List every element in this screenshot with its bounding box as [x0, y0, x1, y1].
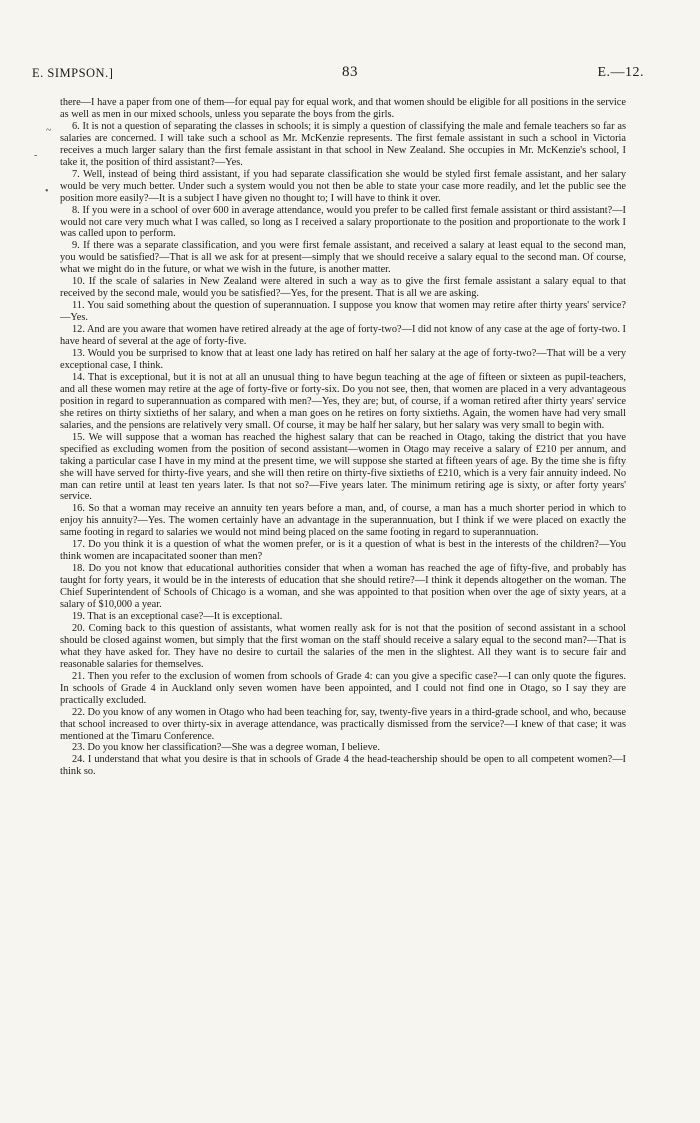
paragraph: 14. That is exceptional, but it is not at all an unusual thing to have begun teaching at the age of fifteen or sixteen as pupil-teachers, and all these women may retire at the age of forty-five or forty-six. Do you not see, then, that women are placed in a very advantageous position in regard to superannuation as compared with men?—Yes, they are; but, of course, if a woman retired after thirty years' service she retires on thirty sixtieths of her salary, and when a man goes on he retires on forty sixtieths. Again, the women have had very small salaries, and the pensions are relatively very small. Of course, it may be half her salary, but her salary was very small to begin with.: [60, 371, 626, 431]
paragraph: 13. Would you be surprised to know that at least one lady has retired on half her salary at the age of forty-two?—That will be a very exceptional case, I think.: [60, 348, 626, 371]
margin-mark: •: [45, 186, 49, 197]
paragraph: 11. You said something about the question of superannuation. I suppose you know that women may retire after thirty years' service?—Yes.: [60, 300, 626, 324]
body-text: [60, 97, 626, 778]
paragraph: 19. That is an exceptional case?—It is exceptional.: [72, 610, 283, 622]
paragraph: 21. Then you refer to the exclusion of women from schools of Grade 4: can you give a specific case?—I can only quote the figures. In schools of Grade 4 in Auckland only seven women have been appointed, and I could not find one in Otago, so I say they are practically excluded.: [60, 670, 626, 706]
paragraph: 7. Well, instead of being third assistant, if you had separate classification she would be styled first female assistant, and her salary would be very much better. Under such a system would you not then be able to state your case more readily, and let the public see the position more easily?—It is a subject I have given no thought to; I will have to think it over.: [60, 168, 626, 204]
witness-name: E. SIMPSON.]: [32, 66, 114, 80]
paragraph: there—I have a paper from one of them—for equal pay for equal work, and that women should be eligible for all positions in the service as well as men in our mixed schools, unless you separate the boys from the girls.: [60, 97, 626, 120]
paragraph: 22. Do you know of any women in Otago who had been teaching for, say, twenty-five years in a third-grade school, and who, because that school increased to over thirty-six in average attendance, was practically dismissed from the service?—I knew of that case; it was mentioned at the Timaru Conference.: [60, 706, 626, 742]
paragraph: 15. We will suppose that a woman has reached the highest salary that can be reached in Otago, taking the district that you have specified as excluding women from the position of second assistant—women in Otago may receive a salary of £210 per annum, and taking a particular case I have in my mind at the present time, we will suppose she started at fifteen years of age. By the time she is fifty she will have served for thirty-five years, and she will then retire on thirty-five sixtieths of £210, which is a very fair annuity indeed. No man can retire until at least ten years later. Is that not so?—Five years later. The minimum retiring age is sixty, or after forty years' service.: [60, 431, 626, 503]
margin-mark: -: [34, 150, 38, 161]
paragraph: 10. If the scale of salaries in New Zealand were altered in such a way as to give the first female assistant a salary equal to that received by the second male, would you be satisfied?—Yes, for the present. That is all we are asking.: [60, 276, 626, 300]
paragraph: 8. If you were in a school of over 600 in average attendance, would you prefer to be called first female assistant or third assistant?—I would not care very much what I was called, so long as I received a salary proportionate to the position and proportionate to the work I was called upon to perform.: [60, 204, 626, 240]
paragraph: 6. It is not a question of separating the classes in schools; it is simply a question of classifying the male and female teachers so far as salaries are concerned. I will take such a school as Mr. McKenzie represents. The first female assistant in such a school in Victoria receives a much larger salary than the first female assistant in that school in New Zealand. She occupies in Mr. McKenzie's school, I take it, the position of third assistant?—Yes.: [60, 120, 626, 168]
margin-mark: ~: [46, 125, 52, 136]
paragraph: 17. Do you think it is a question of what the women prefer, or is it a question of what is best in the interests of the children?—You think women are incapacitated sooner than men?: [60, 539, 626, 563]
paragraph: 9. If there was a separate classification, and you were first female assistant, and received a salary at least equal to the second man, you would be satisfied?—That is all we ask for at present—simply that we should receive a salary equal to the second man. Of course, what we might do in the future, or what we wish in the future, is another matter.: [60, 240, 626, 276]
paragraph: 23. Do you know her classification?—She was a degree woman, I believe.: [72, 742, 380, 754]
paragraph: 24. I understand that what you desire is that in schools of Grade 4 the head-teachership should be open to all competent women?—I think so.: [60, 754, 626, 778]
paragraph: 12. And are you aware that women have retired already at the age of forty-two?—I did not know of any case at the age of forty-two. I have heard of several at the age of forty-five.: [60, 324, 626, 348]
paragraph: 16. So that a woman may receive an annuity ten years before a man, and, of course, a man has a much shorter period in which to enjoy his annuity?—Yes. The women certainly have an advantage in the superannuation, but I think if we were placed on exactly the same footing in regard to salaries we would not mind being placed on the same footing in regard to superannuation.: [60, 503, 626, 539]
page-number: 83: [342, 64, 358, 80]
paper-reference: E.—12.: [597, 65, 644, 80]
paragraph: 18. Do you not know that educational authorities consider that when a woman has reached the age of fifty-five, and probably has taught for forty years, it would be in the interests of education that she should retire?—I think it depends altogether on the woman. The Chief Superintendent of Schools of Chicago is a woman, and she was appointed to that position when over the age of sixty years, at a salary of $10,000 a year.: [60, 563, 626, 611]
paragraph: 20. Coming back to this question of assistants, what women really ask for is not that the position of second assistant in a school should be closed against women, but simply that the first woman on the staff should receive a salary equal to the second man?—That is what they have asked for. They have no desire to curtail the salaries of the men in the slightest. All they want is to secure fair and reasonable salaries for themselves.: [60, 622, 626, 670]
